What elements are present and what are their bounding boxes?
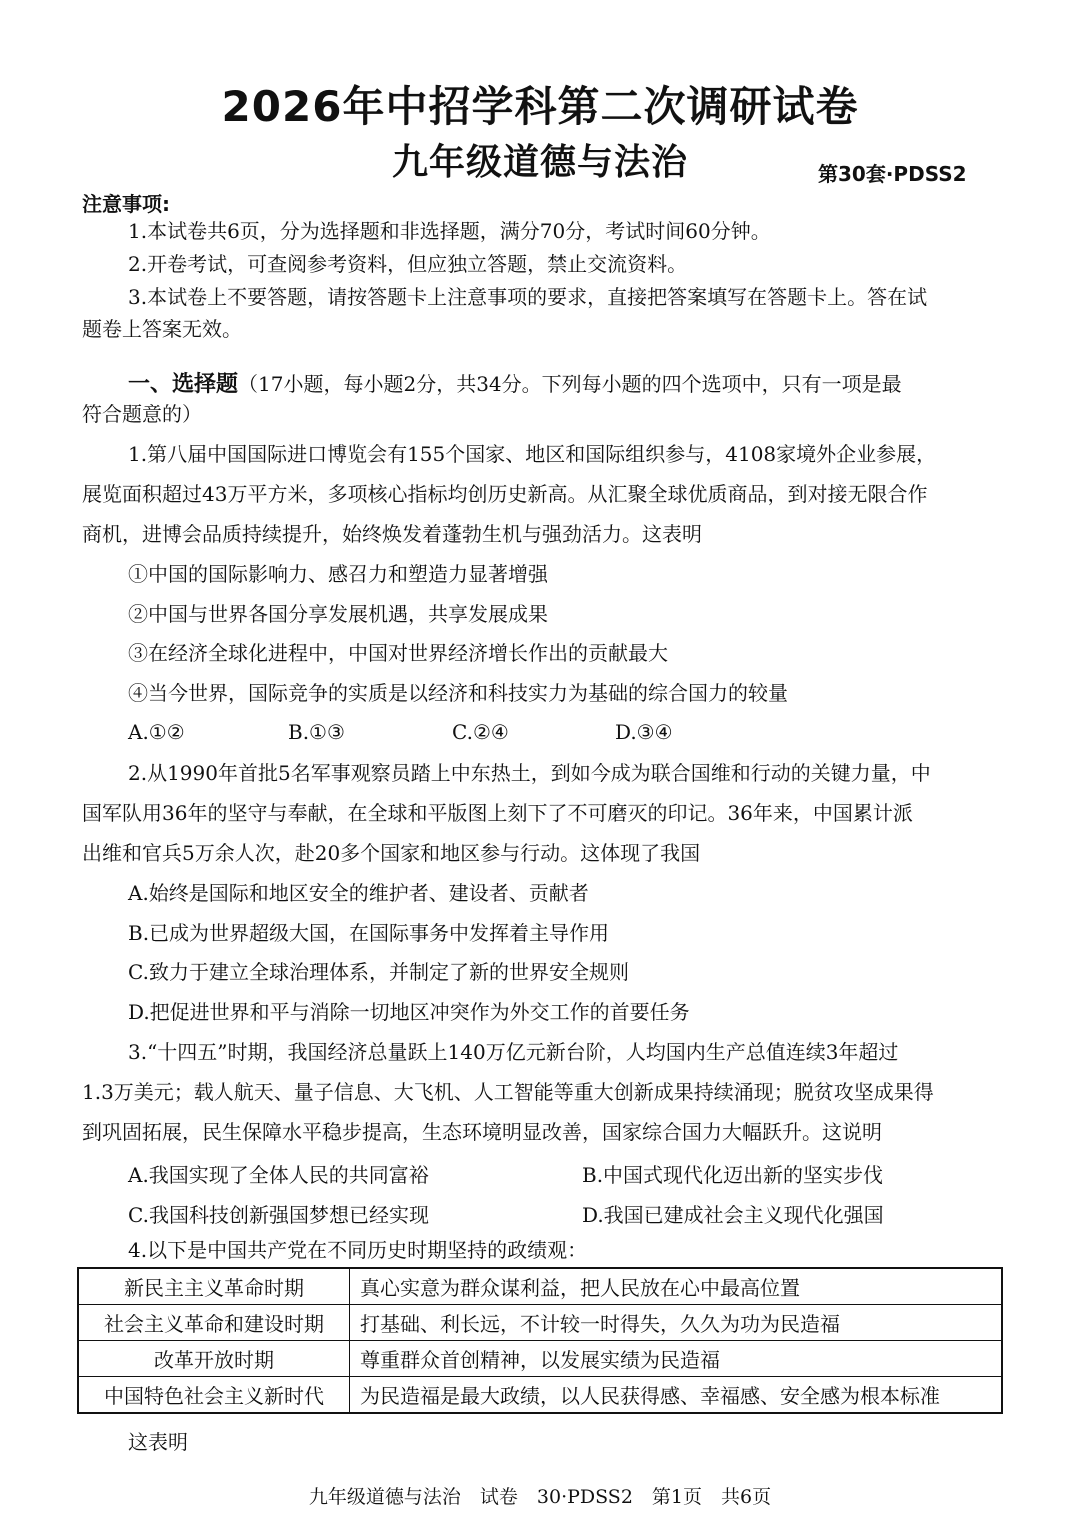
q1-option-c: C.②④ [452, 720, 509, 744]
q1-option-a: A.①② [128, 720, 185, 744]
table-row [78, 1341, 1002, 1377]
q2-option-b: B.已成为世界超级大国，在国际事务中发挥着主导作用 [128, 921, 610, 945]
q3-stem-line-1: 3.“十四五”时期，我国经济总量跃上140万亿元新台阶，人均国内生产总值连续3年超过 [128, 1040, 899, 1064]
q1-statement-4: ④当今世界，国际竞争的实质是以经济和科技实力为基础的综合国力的较量 [128, 681, 788, 705]
q1-option-b: B.①③ [288, 720, 345, 744]
q1-option-d: D.③④ [615, 720, 673, 744]
table-row [78, 1305, 1002, 1341]
section-title: 一、选择题 [128, 372, 239, 397]
view-cell: 打基础、利长远，不计较一时得失，久久为功为民造福 [350, 1305, 1003, 1341]
q1-stem-line-1: 1.第八届中国国际进口博览会有155个国家、地区和国际组织参与，4108家境外企业参展， [128, 442, 937, 466]
view-cell: 真心实意为群众谋利益，把人民放在心中最高位置 [350, 1268, 1003, 1305]
q1-statement-2: ②中国与世界各国分享发展机遇，共享发展成果 [128, 602, 548, 626]
q1-statement-3: ③在经济全球化进程中，中国对世界经济增长作出的贡献最大 [128, 641, 668, 665]
period-cell: 新民主主义革命时期 [78, 1268, 350, 1305]
notes-heading: 注意事项: [82, 192, 170, 216]
q3-option-a: A.我国实现了全体人民的共同富裕 [128, 1163, 429, 1187]
q2-stem-line-1: 2.从1990年首批5名军事观察员踏上中东热土，到如今成为联合国维和行动的关键力量，中 [128, 761, 931, 785]
set-code: 第30套·PDSS2 [818, 162, 967, 186]
period-cell: 改革开放时期 [78, 1341, 350, 1377]
table-row [78, 1377, 1002, 1414]
q2-option-d: D.把促进世界和平与消除一切地区冲突作为外交工作的首要任务 [128, 1000, 690, 1024]
q1-stem-line-3: 商机，进博会品质持续提升，始终焕发着蓬勃生机与强劲活力。这表明 [82, 522, 702, 546]
q2-stem-line-3: 出维和官兵5万余人次，赴20多个国家和地区参与行动。这体现了我国 [82, 841, 701, 865]
view-cell: 尊重群众首创精神，以发展实绩为民造福 [350, 1341, 1003, 1377]
table-row [78, 1268, 1002, 1305]
note-item-1: 1.本试卷共6页，分为选择题和非选择题，满分70分，考试时间60分钟。 [128, 219, 771, 243]
view-cell: 为民造福是最大政绩，以人民获得感、幸福感、安全感为根本标准 [350, 1377, 1003, 1414]
exam-subject: 九年级道德与法治 [391, 142, 688, 183]
q2-option-c: C.致力于建立全球治理体系，并制定了新的世界安全规则 [128, 960, 629, 984]
note-item-3-cont: 题卷上答案无效。 [82, 317, 242, 341]
note-item-2: 2.开卷考试，可查阅参考资料，但应独立答题，禁止交流资料。 [128, 252, 688, 276]
page-footer: 九年级道德与法治 试卷 30·PDSS2 第1页 共6页 [308, 1486, 772, 1508]
q4-tail: 这表明 [128, 1430, 188, 1454]
q2-stem-line-2: 国军队用36年的坚守与奉献，在全球和平版图上刻下了不可磨灭的印记。36年来，中国累计派 [82, 801, 913, 825]
section-heading [128, 367, 902, 398]
q1-statement-1: ①中国的国际影响力、感召力和塑造力显著增强 [128, 562, 548, 586]
q1-stem-line-2: 展览面积超过43万平方米，多项核心指标均创历史新高。从汇聚全球优质商品，到对接无限合作 [82, 482, 928, 506]
section-desc: （17小题，每小题2分，共34分。下列每小题的四个选项中，只有一项是最 [238, 372, 902, 396]
period-cell: 社会主义革命和建设时期 [78, 1305, 350, 1341]
note-item-3: 3.本试卷上不要答题，请按答题卡上注意事项的要求，直接把答案填写在答题卡上。答在试 [128, 285, 928, 309]
q3-option-b: B.中国式现代化迈出新的坚实步伐 [582, 1163, 884, 1187]
q3-option-d: D.我国已建成社会主义现代化强国 [582, 1203, 884, 1227]
q3-option-c: C.我国科技创新强国梦想已经实现 [128, 1203, 429, 1227]
policy-table [77, 1267, 1003, 1414]
q3-stem-line-3: 到巩固拓展，民生保障水平稳步提高，生态环境明显改善，国家综合国力大幅跃升。这说明 [82, 1120, 882, 1144]
period-cell: 中国特色社会主义新时代 [78, 1377, 350, 1414]
section-desc-cont: 符合题意的） [82, 402, 202, 426]
exam-title: 2026年中招学科第二次调研试卷 [221, 82, 859, 131]
q3-stem-line-2: 1.3万美元；载人航天、量子信息、大飞机、人工智能等重大创新成果持续涌现；脱贫攻坚成果得 [82, 1080, 934, 1104]
q4-stem: 4.以下是中国共产党在不同历史时期坚持的政绩观： [128, 1238, 588, 1262]
q2-option-a: A.始终是国际和地区安全的维护者、建设者、贡献者 [128, 881, 589, 905]
